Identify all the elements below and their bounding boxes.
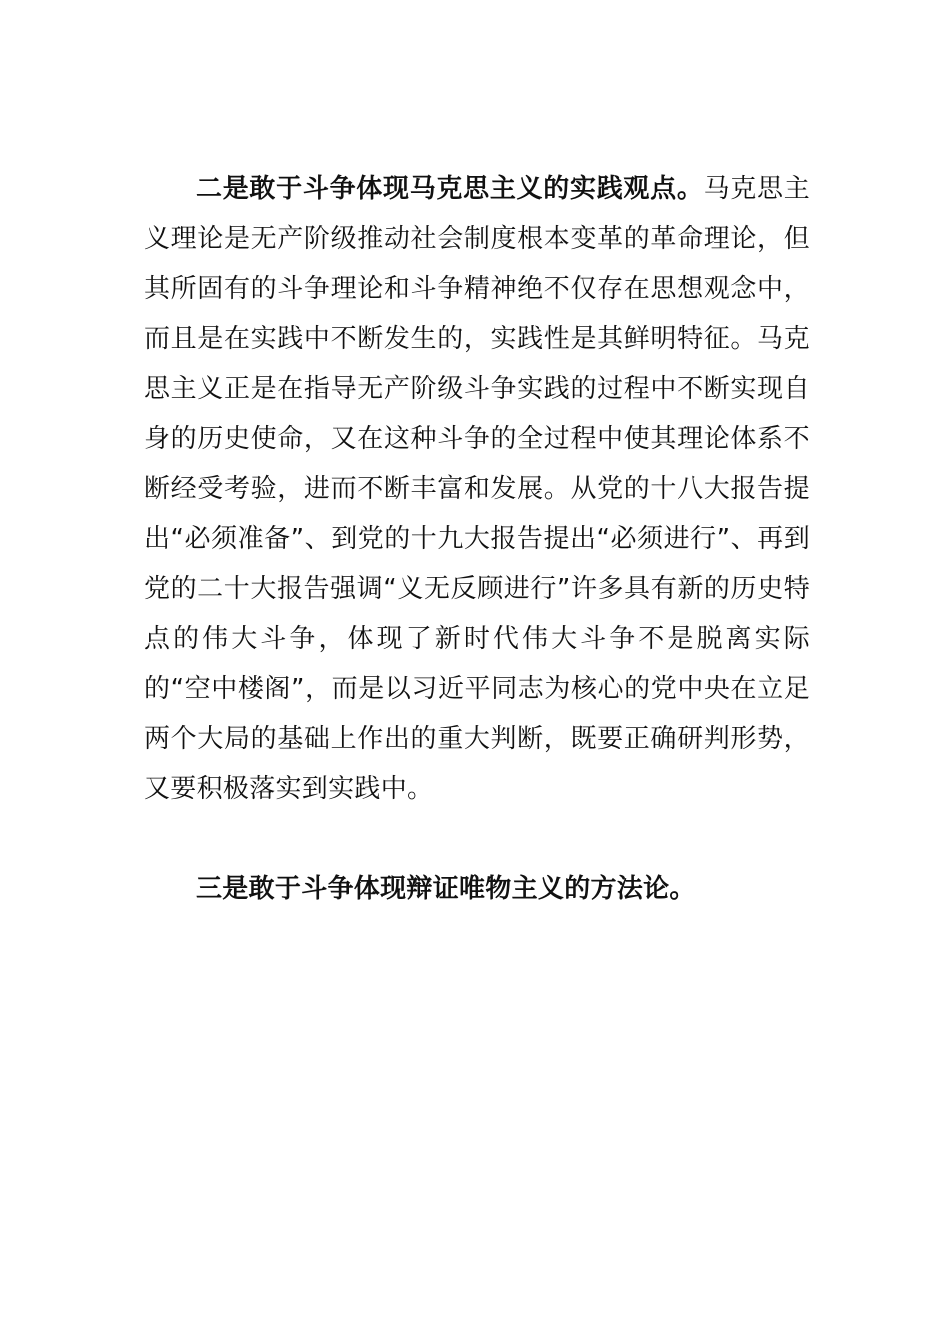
document-body (144, 164, 810, 914)
paragraph-practice (144, 164, 810, 814)
paragraph-heading: 二是敢于斗争体现马克思主义的实践观点。 (196, 174, 704, 204)
paragraph-heading: 三是敢于斗争体现辩证唯物主义的方法论。 (196, 874, 696, 904)
paragraph-methodology (144, 864, 810, 914)
paragraph-text: 马克思主义理论是无产阶级推动社会制度根本变革的革命理论，但其所固有的斗争理论和斗争精神绝不仅存在思想观念中，而且是在实践中不断发生的，实践性是其鲜明特征。马克思主义正是在指导无产阶级斗争实践的过程中不断实现自身的历史使命，又在这种斗争的全过程中使其理论体系不断经受考验，进而不断丰富和发展。从党的十八大报告提出“必须准备”、到党的十九大报告提出“必须进行”、再到党的二十大报告强调“义无反顾进行”许多具有新的历史特点的伟大斗争，体现了新时代伟大斗争不是脱离实际的“空中楼阁”，而是以习近平同志为核心的党中央在立足两个大局的基础上作出的重大判断，既要正确研判形势，又要积极落实到实践中。 (144, 174, 811, 804)
